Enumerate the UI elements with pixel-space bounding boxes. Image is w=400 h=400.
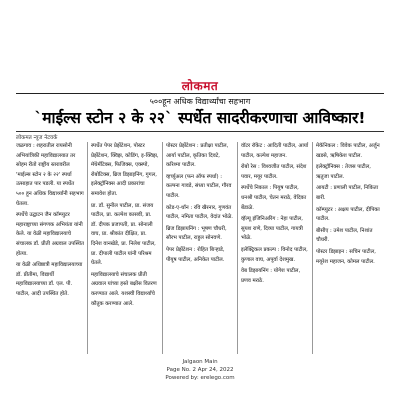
article-body (16, 142, 384, 354)
article-paragraph: व्हॅल्यू इंजिनिअरिंग : नेहा पाटील, सुयश राणे, दिव्या पाटील, गायत्री भोळे. (241, 216, 303, 242)
column-divider (237, 142, 238, 354)
article-paragraph: इलेक्ट्रिकल प्रकल्प : विनोद पाटील, कुणाल वाघ, अपूर्वा देशमुख. (241, 246, 308, 263)
article-paragraph: रोबो रेस : विश्वजीत पाटील, संदेश पवार, मयूर पाटील. (241, 164, 307, 180)
column-divider (312, 142, 313, 354)
article-paragraph: कोड-ए-थॉन : रवि खैरनार, गुणवंत पाटील, नमिता पाटील, वेदांत भोळे. (166, 204, 233, 221)
article-paragraph: स्पर्धेचे उद्घाटन जैन कॉम्प्युटर महाराष्ट्राच्या संगणक अभियंता यांनी केले. या वेळी महाविद्यालयाचे संचालक डॉ. प्रीती अग्रवाल उपस्थित होत्या. (16, 212, 84, 257)
column-divider (87, 142, 88, 354)
newspaper-logo: लोकमत (181, 79, 219, 93)
article-paragraph: पेपर प्रेझेंटेशन : रोहित बिऱ्हाडे, पीयूष पाटील, अनिकेत पाटील. (166, 246, 225, 263)
headline-rule (16, 131, 384, 132)
footer-edition: Jalgaon Main (182, 359, 218, 365)
article-paragraph: ब्रिज डिझायनिंग : भूषण चौधरी, सौरभ पाटील, राहुल सोनवणे. (166, 225, 227, 242)
article-paragraph: पोस्टर डिझाइन : सचिन पाटील, मयूरेश महाजन, कोमल पाटील. (316, 248, 376, 265)
newspaper-clipping (16, 76, 384, 354)
footer-powered-by: Powered by: erelego.com (165, 375, 235, 381)
article-byline: लोकमत न्यूज नेटवर्क (16, 135, 58, 141)
page-footer (140, 358, 260, 392)
masthead (16, 76, 384, 94)
article-paragraph: इलेक्ट्रॉनिक्स : तेजस पाटील, ऋतुजा पाटील. (316, 164, 371, 180)
article-column-4 (241, 142, 309, 354)
article-paragraph: कॉम्प्युटर : अक्षय पाटील, दीपिका पाटील. (316, 206, 380, 223)
article-paragraph: स्पर्धेचे निकाल : पियुष पाटील, धनश्री पाटील, चेतन मराठे, वेदिका बेंडाळे. (241, 185, 307, 211)
article-paragraph: जळगाव : शहरातील रायसोनी अभियांत्रिकी महाविद्यालयात तर सोहम रीतो राष्ट्रीय स्तरावरील 'माईल्स स्टोन २ के २२' स्पर्धा उत्साहात पार पडली. या स्पर्धेत ५०० हून अधिक विद्यार्थ्यांनी सहभाग घेतला. (16, 143, 84, 207)
article-paragraph: या वेळी अधिष्ठात्री महाविद्यालयाच्या डॉ. प्रीतीमा, विद्यार्थी महाविद्यालयाच्या डॉ. एल. पी. पाटील, आदी उपस्थित होते. (16, 262, 83, 297)
article-paragraph: व्हर्च्युअल (फन ऑफ स्पर्धा) : कल्पना गावडे, संध्या पाटील, गौरव पाटील. (166, 173, 232, 199)
article-column-1 (16, 142, 84, 354)
article-paragraph: वॉटर रॉकेट : आदिती पाटील, आर्या पाटील, कल्पेश महाजन. (241, 143, 309, 159)
footer-page-date: Page No. 2 Apr 24, 2022 (166, 367, 234, 373)
article-paragraph: बीसीए : उमेश पाटील, निशांत चौधरी. (316, 227, 373, 244)
article-paragraph: महाविद्यालयाचे संचालक प्रीती अग्रवाल यांच्या हस्ते बक्षीस वितरण करण्यात आले. यशस्वी विद्यार्थ्यांचे कौतुक करण्यात आले. (91, 271, 157, 307)
article-paragraph: पोस्टर प्रेझेंटेशन : प्रतीक्षा पाटील, आर्या पाटील, कृतिका दिवटे, करिश्मा पाटील. (166, 143, 229, 169)
article-paragraph: स्पर्धेत पेपर प्रेझेंटेशन, पोस्टर प्रेझेंटेशन, क्विझ, कोडिंग, इ-क्विझ, मॅथेमॅटिक्स, फिजिक्स, एक्स्पो, रोबोटिक्स, ब्रिज डिझाइनिंग, गुगल, इलेक्ट्रॉनिक्स आदी प्रकारांचा समावेश होता. (91, 143, 159, 197)
article-kicker: ५००हून अधिक विद्यार्थ्यांचा सहभाग (149, 97, 251, 106)
article-paragraph: वेब डिझायनिंग : योगेश पाटील, प्रणव मराठे. (241, 268, 301, 284)
column-divider (162, 142, 163, 354)
article-column-2 (91, 142, 159, 354)
article-headline: `माईल्स स्टोन २ के २२` स्पर्धेत सादरीकरणाचा आविष्कार! (34, 109, 366, 127)
article-column-3 (166, 142, 234, 354)
article-paragraph: प्रा. डॉ. सुनील पाटील, प्रा. संजय पाटील, प्रा. कल्पेश कासवी, प्रा. डॉ. दीपक प्रजापती, प्रा. सोनाली वाघ, प्रा. श्रीकांत दीक्षित, प्रा. दिनेश वानखेडे, प्रा. निलेश पाटील, प्रा. दीपाली पाटील यांनी परिश्रम घेतले. (91, 202, 156, 267)
article-paragraph: आयटी : प्रणाली पाटील, निकिता बारी. (316, 185, 379, 201)
article-paragraph: मेकॅनिकल : विवेक पाटील, अर्जुन खडसे, ऋषिकेश पाटील. (316, 143, 380, 159)
article-column-5 (316, 142, 384, 354)
